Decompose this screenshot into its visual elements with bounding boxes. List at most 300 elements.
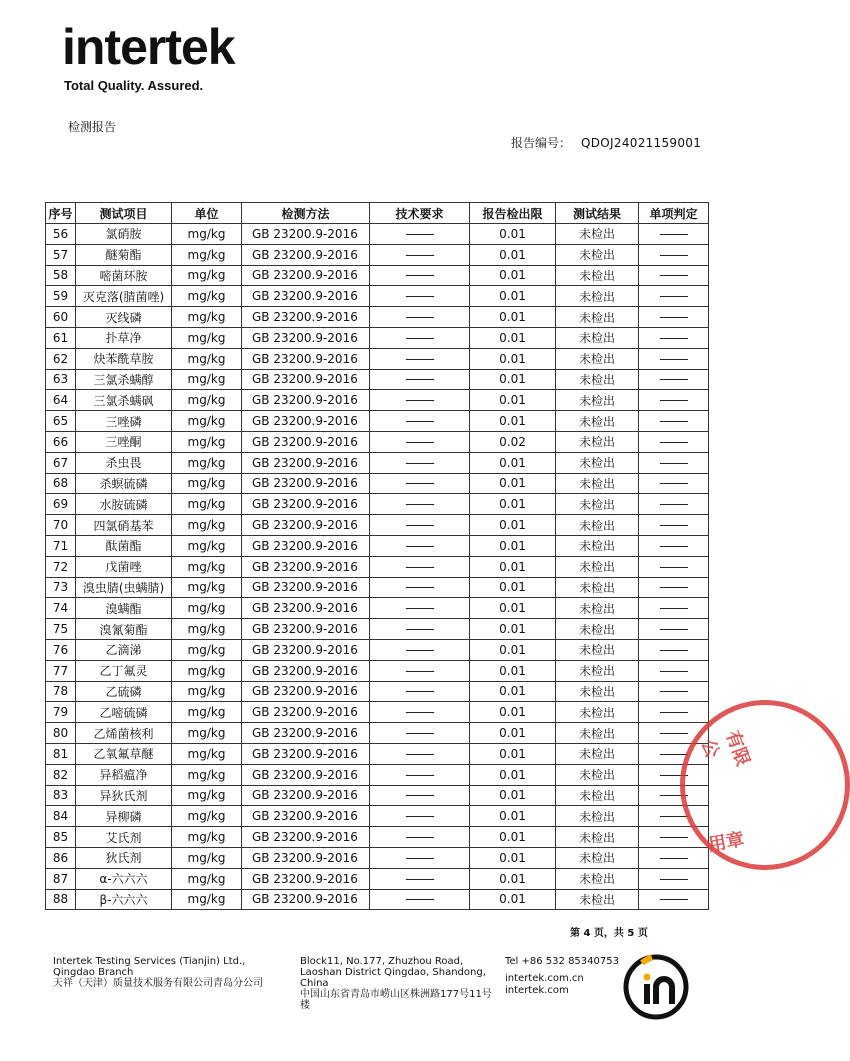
row-method: GB 23200.9-2016 xyxy=(242,348,370,369)
dash-line xyxy=(660,587,688,588)
row-unit: mg/kg xyxy=(172,286,242,307)
table-row xyxy=(46,265,709,286)
col-header-index: 序号 xyxy=(46,203,76,224)
row-unit: mg/kg xyxy=(172,827,242,848)
footer-contact xyxy=(505,956,625,1002)
table-row xyxy=(46,847,709,868)
row-result: 未检出 xyxy=(556,556,639,577)
row-detection-limit: 0.01 xyxy=(470,785,556,806)
row-detection-limit: 0.01 xyxy=(470,535,556,556)
row-result: 未检出 xyxy=(556,244,639,265)
row-requirement xyxy=(370,619,470,640)
row-detection-limit: 0.01 xyxy=(470,411,556,432)
row-result: 未检出 xyxy=(556,598,639,619)
row-method: GB 23200.9-2016 xyxy=(242,743,370,764)
row-item: 溴虫腈(虫螨腈) xyxy=(76,577,172,598)
row-item: 杀虫畏 xyxy=(76,452,172,473)
row-method: GB 23200.9-2016 xyxy=(242,868,370,889)
row-index: 83 xyxy=(46,785,76,806)
row-requirement xyxy=(370,639,470,660)
table-row xyxy=(46,681,709,702)
row-result: 未检出 xyxy=(556,390,639,411)
row-item: 醚菊酯 xyxy=(76,244,172,265)
row-requirement xyxy=(370,286,470,307)
table-row xyxy=(46,244,709,265)
row-verdict xyxy=(639,598,709,619)
table-row xyxy=(46,743,709,764)
dash-line xyxy=(406,587,434,588)
row-unit: mg/kg xyxy=(172,348,242,369)
company-seal xyxy=(680,700,850,870)
dash-line xyxy=(406,483,434,484)
row-method: GB 23200.9-2016 xyxy=(242,806,370,827)
row-detection-limit: 0.01 xyxy=(470,265,556,286)
row-verdict xyxy=(639,847,709,868)
row-verdict xyxy=(639,889,709,910)
row-requirement xyxy=(370,327,470,348)
row-result: 未检出 xyxy=(556,827,639,848)
row-result: 未检出 xyxy=(556,224,639,245)
table-row xyxy=(46,639,709,660)
table-row xyxy=(46,556,709,577)
row-unit: mg/kg xyxy=(172,411,242,432)
row-detection-limit: 0.01 xyxy=(470,660,556,681)
row-requirement xyxy=(370,868,470,889)
row-unit: mg/kg xyxy=(172,390,242,411)
row-result: 未检出 xyxy=(556,286,639,307)
dash-line xyxy=(406,795,434,796)
row-requirement xyxy=(370,847,470,868)
row-requirement xyxy=(370,743,470,764)
row-result: 未检出 xyxy=(556,577,639,598)
row-index: 81 xyxy=(46,743,76,764)
row-item: 三氯杀螨醇 xyxy=(76,369,172,390)
row-item: 四氯硝基苯 xyxy=(76,515,172,536)
row-verdict xyxy=(639,681,709,702)
row-method: GB 23200.9-2016 xyxy=(242,847,370,868)
row-unit: mg/kg xyxy=(172,702,242,723)
dash-line xyxy=(660,317,688,318)
row-unit: mg/kg xyxy=(172,327,242,348)
row-index: 56 xyxy=(46,224,76,245)
row-verdict xyxy=(639,390,709,411)
table-row xyxy=(46,431,709,452)
report-number-value: QDOJ24021159001 xyxy=(581,136,702,150)
row-index: 87 xyxy=(46,868,76,889)
row-item: 灭线磷 xyxy=(76,307,172,328)
row-requirement xyxy=(370,307,470,328)
row-verdict xyxy=(639,660,709,681)
row-unit: mg/kg xyxy=(172,743,242,764)
dash-line xyxy=(660,837,688,838)
row-requirement xyxy=(370,660,470,681)
row-item: 三唑磷 xyxy=(76,411,172,432)
row-result: 未检出 xyxy=(556,639,639,660)
footer-company-en: Intertek Testing Services (Tianjin) Ltd., Qingdao Branch xyxy=(53,956,246,978)
table-row xyxy=(46,785,709,806)
row-result: 未检出 xyxy=(556,348,639,369)
dash-line xyxy=(660,858,688,859)
row-detection-limit: 0.01 xyxy=(470,619,556,640)
row-requirement xyxy=(370,390,470,411)
row-result: 未检出 xyxy=(556,660,639,681)
row-item: 三唑酮 xyxy=(76,431,172,452)
dash-line xyxy=(660,338,688,339)
row-verdict xyxy=(639,473,709,494)
row-index: 68 xyxy=(46,473,76,494)
row-unit: mg/kg xyxy=(172,224,242,245)
row-detection-limit: 0.01 xyxy=(470,556,556,577)
table-row xyxy=(46,806,709,827)
row-result: 未检出 xyxy=(556,535,639,556)
table-row xyxy=(46,369,709,390)
dash-line xyxy=(660,546,688,547)
row-result: 未检出 xyxy=(556,619,639,640)
table-row xyxy=(46,390,709,411)
dash-line xyxy=(406,463,434,464)
row-index: 86 xyxy=(46,847,76,868)
table-row xyxy=(46,307,709,328)
row-unit: mg/kg xyxy=(172,619,242,640)
row-index: 71 xyxy=(46,535,76,556)
row-item: 艾氏剂 xyxy=(76,827,172,848)
col-header-verdict: 单项判定 xyxy=(639,203,709,224)
row-index: 72 xyxy=(46,556,76,577)
dash-line xyxy=(406,629,434,630)
row-result: 未检出 xyxy=(556,265,639,286)
row-detection-limit: 0.01 xyxy=(470,681,556,702)
row-index: 61 xyxy=(46,327,76,348)
row-detection-limit: 0.01 xyxy=(470,473,556,494)
dash-line xyxy=(660,421,688,422)
row-method: GB 23200.9-2016 xyxy=(242,598,370,619)
row-verdict xyxy=(639,411,709,432)
row-detection-limit: 0.01 xyxy=(470,702,556,723)
row-index: 80 xyxy=(46,723,76,744)
row-unit: mg/kg xyxy=(172,431,242,452)
row-index: 62 xyxy=(46,348,76,369)
footer-address-cn: 中国山东省青岛市崂山区株洲路177号11号楼 xyxy=(300,989,492,1011)
row-unit: mg/kg xyxy=(172,889,242,910)
row-detection-limit: 0.01 xyxy=(470,577,556,598)
row-result: 未检出 xyxy=(556,473,639,494)
row-requirement xyxy=(370,494,470,515)
row-verdict xyxy=(639,431,709,452)
intertek-in-logo-icon xyxy=(622,953,690,1021)
footer-tel: Tel +86 532 85340753 xyxy=(505,956,619,967)
row-item: β-六六六 xyxy=(76,889,172,910)
col-header-unit: 单位 xyxy=(172,203,242,224)
row-verdict xyxy=(639,639,709,660)
row-requirement xyxy=(370,515,470,536)
intertek-logo: intertek xyxy=(62,19,235,75)
row-item: 乙烯菌核利 xyxy=(76,723,172,744)
table-row xyxy=(46,827,709,848)
row-index: 59 xyxy=(46,286,76,307)
row-item: 水胺硫磷 xyxy=(76,494,172,515)
row-index: 78 xyxy=(46,681,76,702)
dash-line xyxy=(406,546,434,547)
row-index: 75 xyxy=(46,619,76,640)
row-detection-limit: 0.01 xyxy=(470,515,556,536)
col-header-detection-limit: 报告检出限 xyxy=(470,203,556,224)
row-unit: mg/kg xyxy=(172,244,242,265)
row-item: 狄氏剂 xyxy=(76,847,172,868)
row-requirement xyxy=(370,556,470,577)
row-item: 戊菌唑 xyxy=(76,556,172,577)
row-index: 70 xyxy=(46,515,76,536)
footer-company-cn: 天祥（天津）质量技术服务有限公司青岛分公司 xyxy=(53,978,263,989)
table-row xyxy=(46,515,709,536)
dash-line xyxy=(406,733,434,734)
report-number xyxy=(511,134,701,151)
row-requirement xyxy=(370,431,470,452)
table-row xyxy=(46,577,709,598)
row-result: 未检出 xyxy=(556,681,639,702)
row-unit: mg/kg xyxy=(172,723,242,744)
row-verdict xyxy=(639,286,709,307)
dash-line xyxy=(406,712,434,713)
dash-line xyxy=(660,359,688,360)
row-verdict xyxy=(639,369,709,390)
col-header-item: 测试项目 xyxy=(76,203,172,224)
dash-line xyxy=(660,608,688,609)
dash-line xyxy=(406,608,434,609)
row-index: 85 xyxy=(46,827,76,848)
row-method: GB 23200.9-2016 xyxy=(242,494,370,515)
row-method: GB 23200.9-2016 xyxy=(242,785,370,806)
row-requirement xyxy=(370,702,470,723)
col-header-method: 检测方法 xyxy=(242,203,370,224)
row-detection-limit: 0.01 xyxy=(470,764,556,785)
row-result: 未检出 xyxy=(556,868,639,889)
row-item: 乙氧氟草醚 xyxy=(76,743,172,764)
col-header-result: 测试结果 xyxy=(556,203,639,224)
row-method: GB 23200.9-2016 xyxy=(242,369,370,390)
row-verdict xyxy=(639,307,709,328)
row-detection-limit: 0.01 xyxy=(470,889,556,910)
row-result: 未检出 xyxy=(556,494,639,515)
table-body xyxy=(46,224,709,910)
row-index: 66 xyxy=(46,431,76,452)
dash-line xyxy=(406,525,434,526)
table-row xyxy=(46,619,709,640)
row-method: GB 23200.9-2016 xyxy=(242,827,370,848)
report-number-label: 报告编号： xyxy=(511,136,572,150)
row-result: 未检出 xyxy=(556,307,639,328)
footer-web-cn: intertek.com.cn xyxy=(505,973,584,984)
dash-line xyxy=(406,504,434,505)
row-verdict xyxy=(639,224,709,245)
dash-line xyxy=(660,379,688,380)
row-result: 未检出 xyxy=(556,806,639,827)
seal-text-top: 有限公 xyxy=(696,727,754,769)
row-result: 未检出 xyxy=(556,431,639,452)
row-detection-limit: 0.01 xyxy=(470,244,556,265)
row-method: GB 23200.9-2016 xyxy=(242,889,370,910)
dash-line xyxy=(660,899,688,900)
row-detection-limit: 0.01 xyxy=(470,369,556,390)
row-item: 异柳磷 xyxy=(76,806,172,827)
row-detection-limit: 0.01 xyxy=(470,307,556,328)
row-requirement xyxy=(370,473,470,494)
row-index: 74 xyxy=(46,598,76,619)
dash-line xyxy=(660,754,688,755)
dash-line xyxy=(660,671,688,672)
dash-line xyxy=(406,255,434,256)
test-results-table xyxy=(45,202,709,910)
dash-line xyxy=(406,858,434,859)
row-result: 未检出 xyxy=(556,889,639,910)
row-unit: mg/kg xyxy=(172,265,242,286)
dash-line xyxy=(660,483,688,484)
row-method: GB 23200.9-2016 xyxy=(242,660,370,681)
dash-line xyxy=(660,442,688,443)
dash-line xyxy=(660,879,688,880)
row-requirement xyxy=(370,244,470,265)
row-index: 73 xyxy=(46,577,76,598)
table-row xyxy=(46,494,709,515)
dash-line xyxy=(660,650,688,651)
dash-line xyxy=(406,837,434,838)
table-row xyxy=(46,224,709,245)
row-result: 未检出 xyxy=(556,411,639,432)
row-result: 未检出 xyxy=(556,327,639,348)
row-verdict xyxy=(639,619,709,640)
footer-web-com: intertek.com xyxy=(505,985,569,996)
table-row xyxy=(46,723,709,744)
table-row xyxy=(46,327,709,348)
row-method: GB 23200.9-2016 xyxy=(242,556,370,577)
row-requirement xyxy=(370,348,470,369)
row-requirement xyxy=(370,535,470,556)
row-detection-limit: 0.01 xyxy=(470,806,556,827)
row-unit: mg/kg xyxy=(172,577,242,598)
table-row xyxy=(46,473,709,494)
col-header-requirement: 技术要求 xyxy=(370,203,470,224)
table-row xyxy=(46,411,709,432)
seal-text-bottom: 用章 xyxy=(706,829,746,856)
row-requirement xyxy=(370,411,470,432)
dash-line xyxy=(660,400,688,401)
table-row xyxy=(46,868,709,889)
row-item: 三氯杀螨砜 xyxy=(76,390,172,411)
footer-address xyxy=(300,956,500,1011)
row-index: 58 xyxy=(46,265,76,286)
row-unit: mg/kg xyxy=(172,681,242,702)
row-verdict xyxy=(639,265,709,286)
row-unit: mg/kg xyxy=(172,868,242,889)
row-index: 76 xyxy=(46,639,76,660)
row-index: 88 xyxy=(46,889,76,910)
dash-line xyxy=(406,338,434,339)
row-requirement xyxy=(370,577,470,598)
dash-line xyxy=(660,691,688,692)
row-index: 64 xyxy=(46,390,76,411)
row-detection-limit: 0.02 xyxy=(470,431,556,452)
row-requirement xyxy=(370,224,470,245)
row-verdict xyxy=(639,452,709,473)
row-detection-limit: 0.01 xyxy=(470,452,556,473)
row-requirement xyxy=(370,265,470,286)
dash-line xyxy=(406,442,434,443)
row-unit: mg/kg xyxy=(172,473,242,494)
row-item: 炔苯酰草胺 xyxy=(76,348,172,369)
row-method: GB 23200.9-2016 xyxy=(242,577,370,598)
row-unit: mg/kg xyxy=(172,515,242,536)
row-result: 未检出 xyxy=(556,723,639,744)
row-index: 84 xyxy=(46,806,76,827)
dash-line xyxy=(406,879,434,880)
row-item: 灭克落(腈菌唑) xyxy=(76,286,172,307)
row-index: 77 xyxy=(46,660,76,681)
row-result: 未检出 xyxy=(556,785,639,806)
row-result: 未检出 xyxy=(556,743,639,764)
row-unit: mg/kg xyxy=(172,806,242,827)
row-requirement xyxy=(370,681,470,702)
row-verdict xyxy=(639,868,709,889)
row-item: α-六六六 xyxy=(76,868,172,889)
dash-line xyxy=(406,567,434,568)
row-method: GB 23200.9-2016 xyxy=(242,535,370,556)
row-detection-limit: 0.01 xyxy=(470,327,556,348)
row-method: GB 23200.9-2016 xyxy=(242,431,370,452)
row-item: 嘧菌环胺 xyxy=(76,265,172,286)
dash-line xyxy=(406,421,434,422)
dash-line xyxy=(660,525,688,526)
dash-line xyxy=(406,400,434,401)
row-method: GB 23200.9-2016 xyxy=(242,265,370,286)
row-method: GB 23200.9-2016 xyxy=(242,681,370,702)
row-requirement xyxy=(370,369,470,390)
row-method: GB 23200.9-2016 xyxy=(242,473,370,494)
row-requirement xyxy=(370,452,470,473)
row-index: 57 xyxy=(46,244,76,265)
row-unit: mg/kg xyxy=(172,764,242,785)
row-unit: mg/kg xyxy=(172,369,242,390)
row-unit: mg/kg xyxy=(172,556,242,577)
row-requirement xyxy=(370,827,470,848)
row-index: 63 xyxy=(46,369,76,390)
table-row xyxy=(46,702,709,723)
row-verdict xyxy=(639,348,709,369)
row-detection-limit: 0.01 xyxy=(470,827,556,848)
dash-line xyxy=(406,775,434,776)
row-item: 扑草净 xyxy=(76,327,172,348)
table-row xyxy=(46,535,709,556)
row-method: GB 23200.9-2016 xyxy=(242,452,370,473)
row-item: 酞菌酯 xyxy=(76,535,172,556)
row-unit: mg/kg xyxy=(172,598,242,619)
row-requirement xyxy=(370,806,470,827)
row-requirement xyxy=(370,785,470,806)
row-detection-limit: 0.01 xyxy=(470,224,556,245)
row-index: 79 xyxy=(46,702,76,723)
row-method: GB 23200.9-2016 xyxy=(242,723,370,744)
dash-line xyxy=(660,567,688,568)
row-item: 异稻瘟净 xyxy=(76,764,172,785)
row-detection-limit: 0.01 xyxy=(470,348,556,369)
dash-line xyxy=(660,629,688,630)
dash-line xyxy=(660,463,688,464)
row-detection-limit: 0.01 xyxy=(470,494,556,515)
dash-line xyxy=(660,296,688,297)
dash-line xyxy=(660,504,688,505)
table-row xyxy=(46,889,709,910)
table-row xyxy=(46,348,709,369)
row-detection-limit: 0.01 xyxy=(470,868,556,889)
row-verdict xyxy=(639,327,709,348)
